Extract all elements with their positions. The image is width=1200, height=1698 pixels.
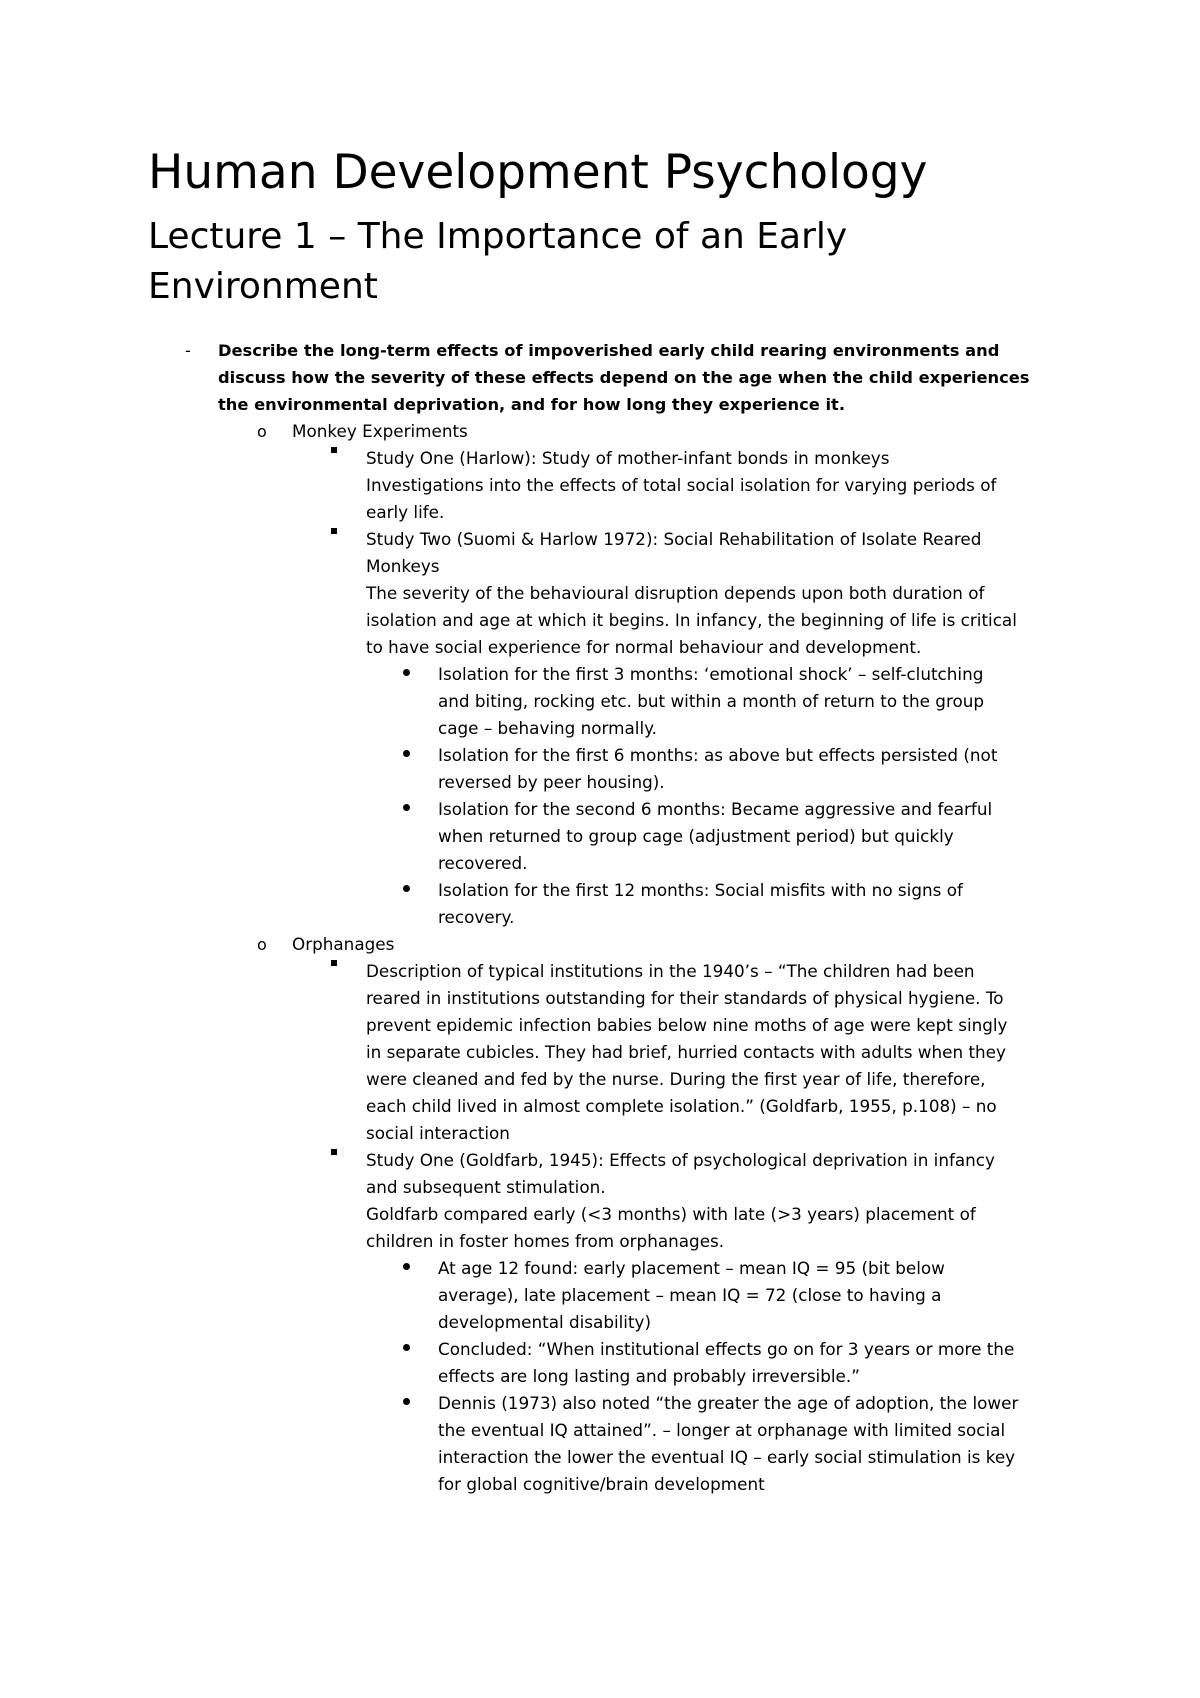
finding-line: interaction the lower the eventual IQ – early social stimulation is key: [438, 1447, 1016, 1467]
objective-line: discuss how the severity of these effects depend on the age when the child experiences: [218, 368, 1030, 387]
orphanage-description-line: were cleaned and fed by the nurse. During the first year of life, therefore,: [366, 1069, 986, 1089]
monkey-study-two-line: Study Two (Suomi & Harlow 1972): Social Rehabilitation of Isolate Reared: [366, 529, 982, 549]
document-title: Human Development Psychology: [148, 145, 928, 200]
dash-marker: -: [185, 341, 191, 360]
isolation-point-line: Isolation for the first 3 months: ‘emotional shock’ – self-clutching: [438, 664, 984, 684]
goldfarb-study-line: and subsequent stimulation.: [366, 1177, 606, 1197]
monkey-study-two-line: isolation and age at which it begins. In infancy, the beginning of life is critical: [366, 610, 1017, 630]
isolation-point-line: Isolation for the first 12 months: Social misfits with no signs of: [438, 880, 963, 900]
isolation-point-line: cage – behaving normally.: [438, 718, 657, 738]
bullet-dot-icon: [403, 1398, 410, 1405]
orphanage-description-line: reared in institutions outstanding for their standards of physical hygiene. To: [366, 988, 1004, 1008]
orphanage-description-line: prevent epidemic infection babies below nine moths of age were kept singly: [366, 1015, 1008, 1035]
isolation-point-line: when returned to group cage (adjustment period) but quickly: [438, 826, 954, 846]
orphanage-description-line: social interaction: [366, 1123, 510, 1143]
isolation-point-line: and biting, rocking etc. but within a month of return to the group: [438, 691, 985, 711]
monkey-study-two-line: The severity of the behavioural disruption depends upon both duration of: [366, 583, 985, 603]
monkey-heading: Monkey Experiments: [292, 421, 468, 441]
finding-line: for global cognitive/brain development: [438, 1474, 765, 1494]
isolation-point-line: reversed by peer housing).: [438, 772, 665, 792]
finding-line: average), late placement – mean IQ = 72 (close to having a: [438, 1285, 942, 1305]
finding-line: Concluded: “When institutional effects go on for 3 years or more the: [438, 1339, 1015, 1359]
bullet-dot-icon: [403, 1344, 410, 1351]
monkey-study-two-line: to have social experience for normal behaviour and development.: [366, 637, 922, 657]
document-subtitle: Lecture 1 – The Importance of an Early Environment: [148, 216, 848, 307]
bullet-dot-icon: [403, 1263, 410, 1270]
monkey-study-one-line: Study One (Harlow): Study of mother-infant bonds in monkeys: [366, 448, 890, 468]
orphanages-heading: Orphanages: [292, 934, 395, 954]
finding-line: the eventual IQ attained”. – longer at orphanage with limited social: [438, 1420, 1006, 1440]
goldfarb-study-line: Goldfarb compared early (<3 months) with late (>3 years) placement of: [366, 1204, 976, 1224]
orphanage-description-line: each child lived in almost complete isolation.” (Goldfarb, 1955, p.108) – no: [366, 1096, 997, 1116]
monkey-study-one-line: Investigations into the effects of total social isolation for varying periods of: [366, 475, 997, 495]
monkey-study-one-line: early life.: [366, 502, 445, 522]
isolation-point-line: Isolation for the first 6 months: as above but effects persisted (not: [438, 745, 998, 765]
finding-line: developmental disability): [438, 1312, 652, 1332]
bullet-dot-icon: [403, 804, 410, 811]
isolation-point-line: recovered.: [438, 853, 528, 873]
monkey-study-two-line: Monkeys: [366, 556, 440, 576]
objective-line: the environmental deprivation, and for how long they experience it.: [218, 395, 846, 414]
orphanage-description-line: Description of typical institutions in the 1940’s – “The children had been: [366, 961, 975, 981]
circle-bullet-marker: o: [257, 422, 267, 441]
finding-line: At age 12 found: early placement – mean IQ = 95 (bit below: [438, 1258, 945, 1278]
isolation-point-line: recovery.: [438, 907, 515, 927]
orphanage-description-line: in separate cubicles. They had brief, hurried contacts with adults when they: [366, 1042, 1006, 1062]
square-bullet-icon: [331, 528, 337, 534]
bullet-dot-icon: [403, 885, 410, 892]
finding-line: Dennis (1973) also noted “the greater the age of adoption, the lower: [438, 1393, 1019, 1413]
square-bullet-icon: [331, 1149, 337, 1155]
isolation-point-line: Isolation for the second 6 months: Became aggressive and fearful: [438, 799, 993, 819]
square-bullet-icon: [331, 960, 337, 966]
finding-line: effects are long lasting and probably irreversible.”: [438, 1366, 860, 1386]
bullet-dot-icon: [403, 669, 410, 676]
bullet-dot-icon: [403, 750, 410, 757]
goldfarb-study-line: Study One (Goldfarb, 1945): Effects of psychological deprivation in infancy: [366, 1150, 995, 1170]
objective-line: Describe the long-term effects of impoverished early child rearing environments and: [218, 341, 1000, 360]
circle-bullet-marker: o: [257, 935, 267, 954]
goldfarb-study-line: children in foster homes from orphanages.: [366, 1231, 725, 1251]
square-bullet-icon: [331, 447, 337, 453]
